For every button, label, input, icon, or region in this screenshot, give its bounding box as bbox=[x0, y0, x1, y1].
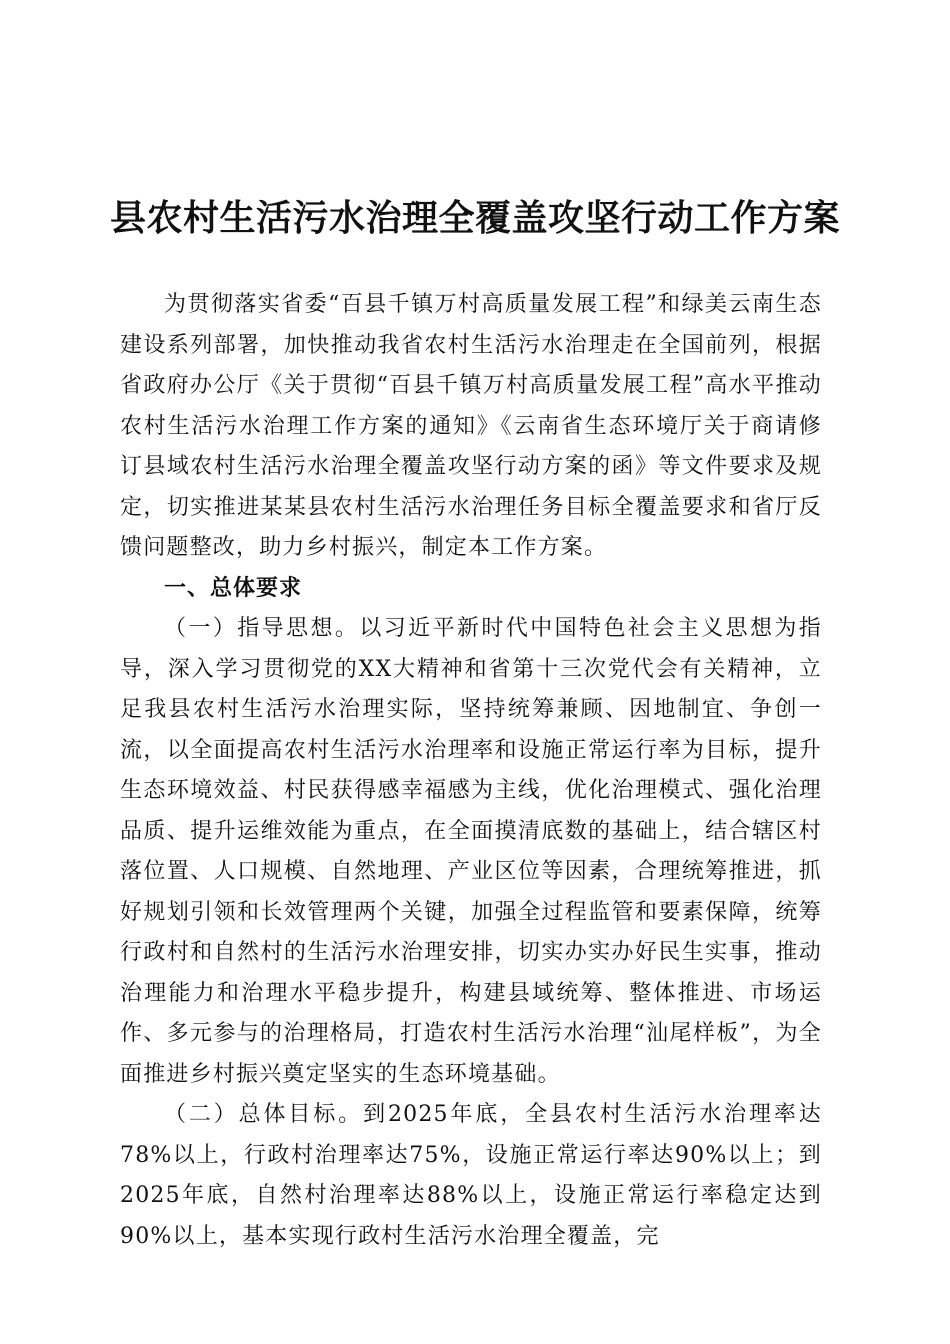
intro-paragraph: 为贯彻落实省委“百县千镇万村高质量发展工程”和绿美云南生态建设系列部署，加快推动我省农村生活污水治理走在全国前列，根据省政府办公厅《关于贯彻“百县千镇万村高质量发展工程”高水平推动农村生活污水治理工作方案的通知》《云南省生态环境厅关于商请修订县域农村生活污水治理全覆盖攻坚行动方案的函》等文件要求及规定，切实推进某某县农村生活污水治理任务目标全覆盖要求和省厅反馈问题整改，助力乡村振兴，制定本工作方案。 bbox=[120, 292, 822, 560]
overall-goal-text: 到2025年底，全县农村生活污水治理率达78%以上，行政村治理率达75%，设施正常运行率达90%以上；到2025年底，自然村治理率达88%以上，设施正常运行率稳定达到90%以上，基本实现行政村生活污水治理全覆盖，完 bbox=[120, 1102, 822, 1249]
paragraph-overall-goal bbox=[120, 1095, 822, 1257]
document-title: 县农村生活污水治理全覆盖攻坚行动工作方案 bbox=[109, 197, 840, 239]
guiding-thought-label: （一）指导思想。 bbox=[164, 616, 360, 641]
paragraph-guiding-thought bbox=[120, 609, 822, 1095]
section-heading-overall-requirements: 一、总体要求 bbox=[164, 575, 303, 601]
overall-goal-label: （二）总体目标。 bbox=[164, 1102, 364, 1127]
guiding-thought-text: 以习近平新时代中国特色社会主义思想为指导，深入学习贯彻党的XX大精神和省第十三次党代会有关精神，立足我县农村生活污水治理实际，坚持统筹兼顾、因地制宜、争创一流，以全面提高农村生活污水治理率和设施正常运行率为目标，提升生态环境效益、村民获得感幸福感为主线，优化治理模式、强化治理品质、提升运维效能为重点，在全面摸清底数的基础上，结合辖区村落位置、人口规模、自然地理、产业区位等因素，合理统筹推进，抓好规划引领和长效管理两个关键，加强全过程监管和要素保障，统筹行政村和自然村的生活污水治理安排，切实办实办好民生实事，推动治理能力和治理水平稳步提升，构建县域统筹、整体推进、市场运作、多元参与的治理格局，打造农村生活污水治理“汕尾样板”，为全面推进乡村振兴奠定坚实的生态环境基础。 bbox=[120, 616, 822, 1087]
document-body bbox=[120, 285, 822, 1257]
